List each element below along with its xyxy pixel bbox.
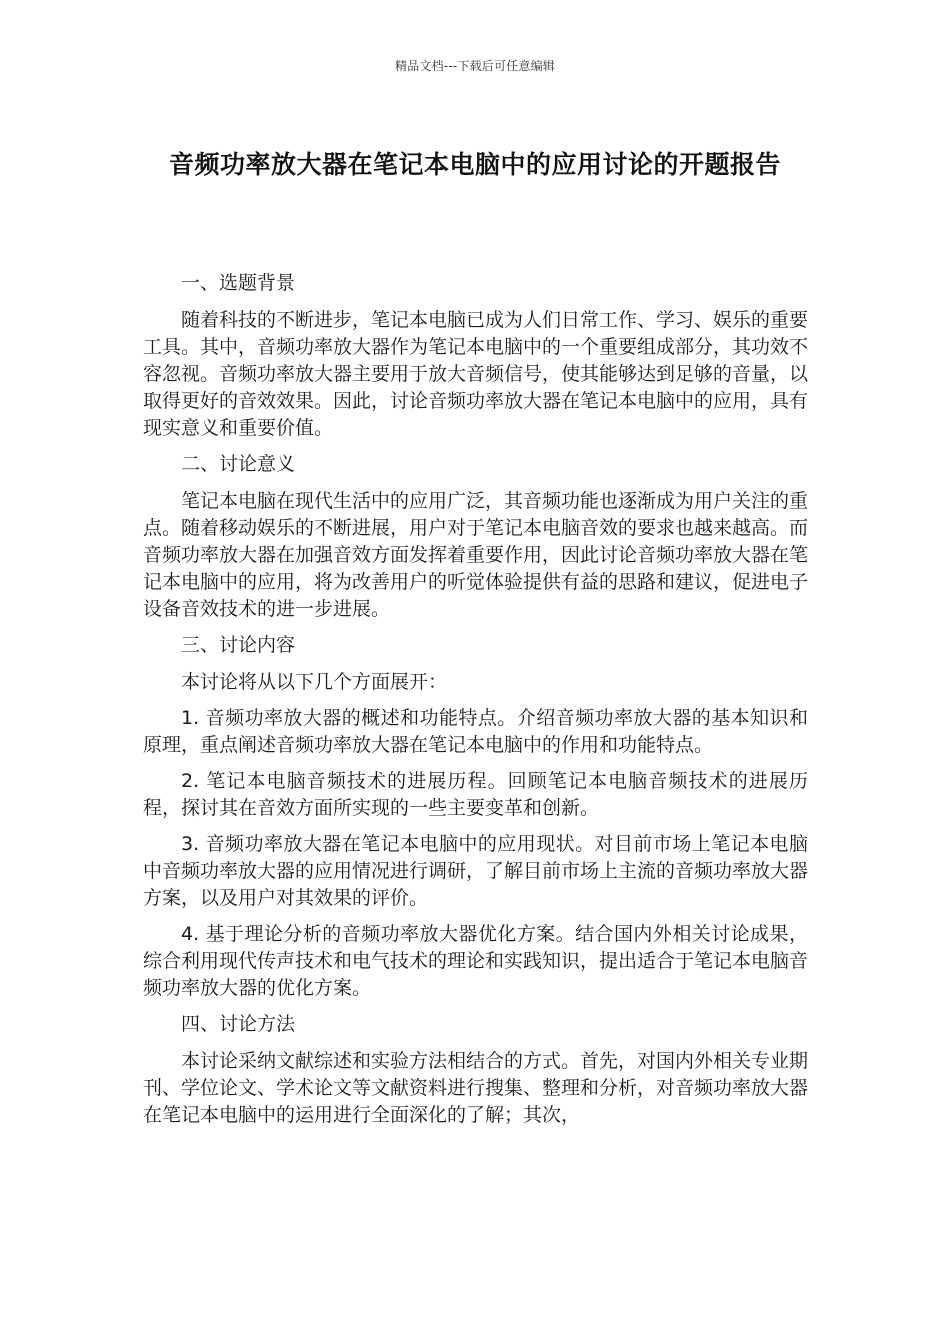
- section-heading: 三、讨论内容: [181, 634, 296, 656]
- document-title: 音频功率放大器在笔记本电脑中的应用讨论的开题报告: [168, 150, 781, 179]
- section-heading: 二、讨论意义: [181, 453, 296, 475]
- list-item: 2. 笔记本电脑音频技术的进展历程。回顾笔记本电脑音频技术的进展历程，探讨其在音效方面所实现的一些主要变革和创新。: [143, 770, 808, 819]
- list-item: 3. 音频功率放大器在笔记本电脑中的应用现状。对目前市场上笔记本电脑中音频功率放大器的应用情况进行调研，了解目前市场上主流的音频功率放大器方案，以及用户对其效果的评价。: [143, 833, 809, 909]
- paragraph: 本讨论采纳文献综述和实验方法相结合的方式。首先，对国内外相关专业期刊、学位论文、学术论文等文献资料进行搜集、整理和分析，对音频功率放大器在笔记本电脑中的运用进行全面深化的了解；其次，: [143, 1050, 809, 1126]
- paragraph: 随着科技的不断进步，笔记本电脑已成为人们日常工作、学习、娱乐的重要工具。其中，音频功率放大器作为笔记本电脑中的一个重要组成部分，其功效不容忽视。音频功率放大器主要用于放大音频信号，使其能够达到足够的音量，以取得更好的音效效果。因此，讨论音频功率放大器在笔记本电脑中的应用，具有现实意义和重要价值。: [143, 309, 809, 439]
- list-item: 4. 基于理论分析的音频功率放大器优化方案。结合国内外相关讨论成果，综合利用现代传声技术和电气技术的理论和实践知识，提出适合于笔记本电脑音频功率放大器的优化方案。: [143, 923, 809, 999]
- page-header: 精品文档---下载后可任意编辑: [395, 59, 555, 73]
- section-heading: 一、选题背景: [181, 272, 296, 294]
- section-heading: 四、讨论方法: [181, 1013, 296, 1035]
- list-item: 1. 音频功率放大器的概述和功能特点。介绍音频功率放大器的基本知识和原理，重点阐述音频功率放大器在笔记本电脑中的作用和功能特点。: [143, 707, 808, 756]
- paragraph: 本讨论将从以下几个方面展开：: [181, 671, 448, 693]
- paragraph: 笔记本电脑在现代生活中的应用广泛，其音频功能也逐渐成为用户关注的重点。随着移动娱乐的不断进展，用户对于笔记本电脑音效的要求也越来越高。而音频功率放大器在加强音效方面发挥着重要作用，因此讨论音频功率放大器在笔记本电脑中的应用，将为改善用户的听觉体验提供有益的思路和建议，促进电子设备音效技术的进一步进展。: [143, 490, 809, 620]
- document-body: [143, 270, 808, 1138]
